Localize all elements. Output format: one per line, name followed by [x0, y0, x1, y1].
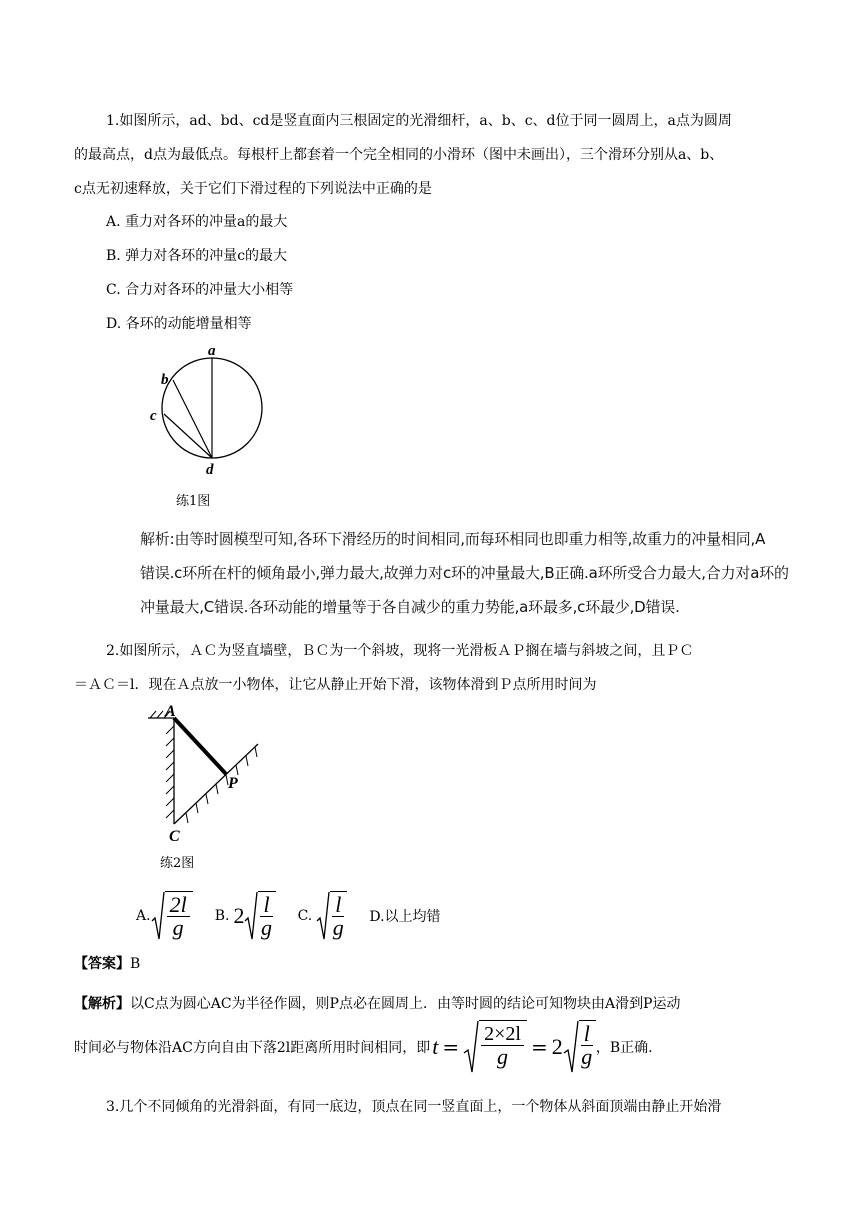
- q1-option-a: A. 重力对各环的冲量a的最大: [106, 214, 288, 230]
- q2-option-d: D.以上均错: [369, 909, 441, 925]
- q1-figure-caption: 练1图: [176, 494, 211, 509]
- q1-option-b: B. 弹力对各环的冲量c的最大: [106, 248, 288, 264]
- q2-option-b-radical: $\frac{l}{g}$: [244, 891, 275, 941]
- q2-answer: 【答案】B: [74, 956, 141, 972]
- q1-option-d: D. 各环的动能增量相等: [106, 316, 252, 332]
- q1-label-b: b: [161, 372, 169, 388]
- q2-label-c: C: [169, 828, 180, 844]
- q1-stem-line3: c点无初速释放，关于它们下滑过程的下列说法中正确的是: [74, 181, 432, 197]
- q2-label-p: P: [228, 775, 238, 792]
- q2-option-b: B. 2 $\frac{l}{g}$: [215, 891, 276, 941]
- q2-option-a-radical: $\frac{2l}{g}$: [151, 891, 193, 941]
- q2-options-row: [136, 888, 463, 944]
- q2-formula-radical-1: $\frac{2\times 2l}{g}$: [463, 1020, 527, 1074]
- q1-label-a: a: [208, 343, 216, 359]
- q1-label-c: c: [150, 408, 157, 424]
- q2-analysis-line1: 【解析】以C点为圆心AC为半径作圆，则P点必在圆周上．由等时圆的结论可知物块由A滑到P运动: [74, 996, 681, 1012]
- q1-figure-circle: [140, 340, 280, 480]
- q2-option-a: A. $\frac{2l}{g}$: [136, 891, 193, 941]
- q2-figure-caption: 练2图: [160, 856, 195, 871]
- q1-label-d: d: [206, 462, 214, 478]
- q1-analysis-line1: 解析:由等时圆模型可知,各环下滑经历的时间相同,而每环相同也即重力相等,故重力的冲量相同,A: [140, 530, 766, 548]
- q2-formula-radical-2: $\frac{l}{g}$: [563, 1020, 596, 1074]
- q2-analysis-line2: 时间必与物体沿AC方向自由下落2l距离所用时间相同，即 t = $\frac{2\times 2l}{g}$ = 2 $\frac{l}{g}$ ，B正确.: [74, 1018, 653, 1076]
- q1-stem: [74, 104, 786, 138]
- q2-option-c-radical: $\frac{l}{g}$: [316, 891, 347, 941]
- q2-option-c: C. $\frac{l}{g}$: [298, 891, 348, 941]
- q1-stem-line2: 的最高点，d点为最低点。每根杆上都套着一个完全相同的小滑环（图中未画出），三个滑环分别从a、b、: [74, 147, 724, 163]
- q2-figure-incline: [138, 700, 268, 844]
- q3-stem-line1: 3.几个不同倾角的光滑斜面，有同一底边，顶点在同一竖直面上，一个物体从斜面顶端由静止开始滑: [106, 1099, 722, 1115]
- q1-analysis-line3: 冲量最大,C错误.各环动能的增量等于各自减少的重力势能,a环最多,c环最少,D错误.: [140, 598, 680, 616]
- q2-stem-line1: 2.如图所示，ＡＣ为竖直墙壁，ＢＣ为一个斜坡，现将一光滑板ＡＰ搁在墙与斜坡之间，且ＰＣ: [106, 643, 694, 659]
- q1-option-c: C. 合力对各环的冲量大小相等: [106, 282, 294, 298]
- q1-stem-line1: 1.如图所示，ad、bd、cd是竖直面内三根固定的光滑细杆，a、b、c、d位于同一圆周上，a点为圆周: [106, 113, 732, 129]
- q2-stem-line2: ＝ＡＣ＝l．现在Ａ点放一小物体，让它从静止开始下滑，该物体滑到Ｐ点所用时间为: [74, 677, 597, 693]
- q1-analysis-line2: 错误.c环所在杆的倾角最小,弹力最大,故弹力对c环的冲量最大,B正确.a环所受合力最大,合力对a环的: [140, 564, 789, 582]
- q1-analysis: [140, 522, 820, 624]
- q2-label-a: A: [165, 703, 176, 720]
